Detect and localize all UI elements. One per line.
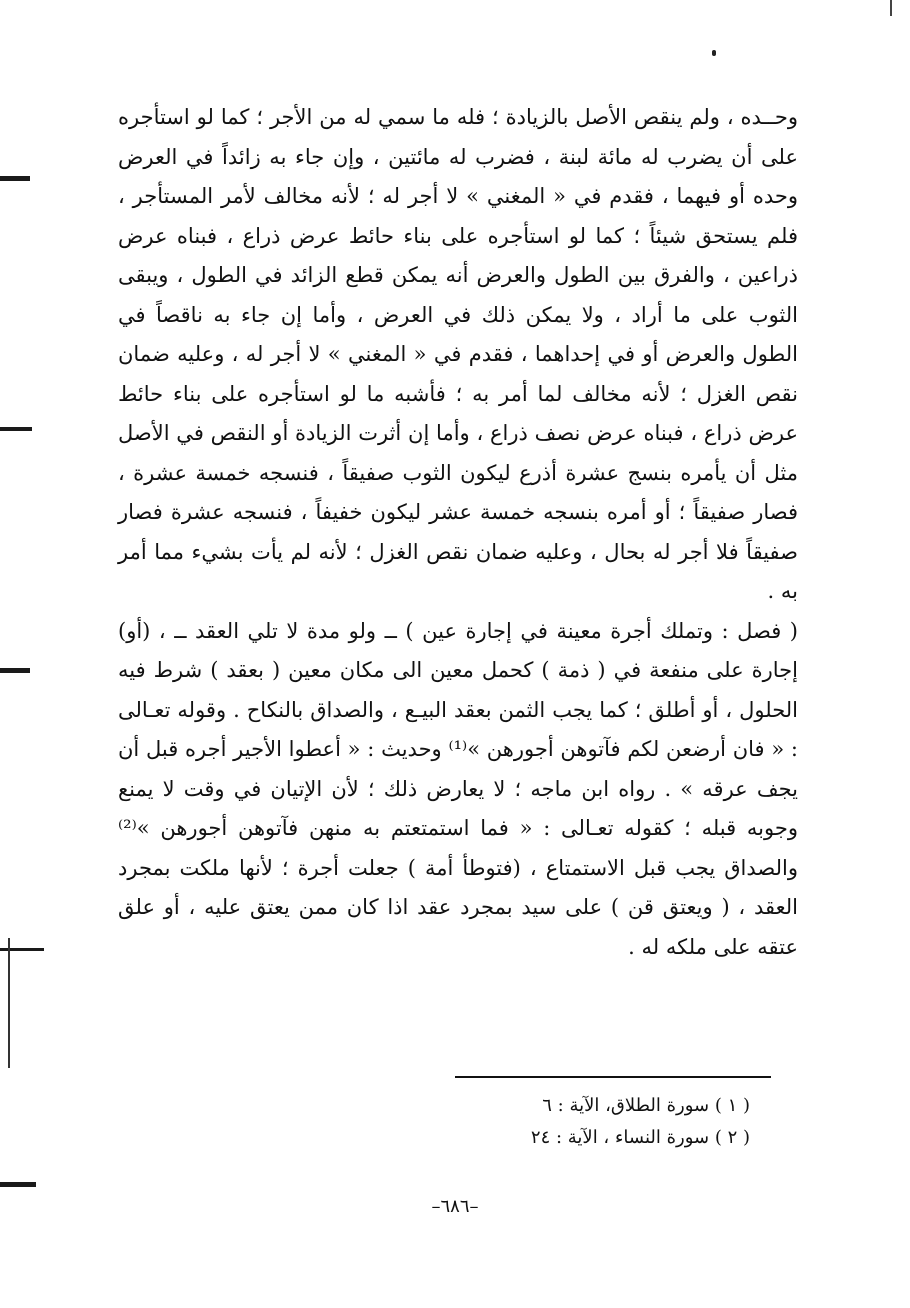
footnotes: [350, 1090, 750, 1154]
footnote: ( ٢ ) سورة النساء ، الآية : ٢٤: [530, 1127, 750, 1148]
binding-mark: [0, 427, 32, 431]
footnote: ( ١ ) سورة الطلاق، الآية : ٦: [542, 1095, 750, 1116]
main-text: [118, 98, 798, 967]
binding-mark: [0, 176, 30, 181]
margin-rule: [8, 938, 10, 1068]
ink-dot: [712, 50, 716, 56]
paragraph: ( فصل : وتملك أجرة معينة في إجارة عين ) ــ ولو مدة لا تلي العقد ــ ، (أو) إجارة على منفعة في ( ذمة ) كحمل معين الى مكان معين ( بعقد ) شرط فيه الحلول ، أو أطلق ؛ كما يجب الثمن بعقد البيـع ، والصداق بالنكاح . وقوله تعـالى : « فان أرضعن لكم فآتوهن أجورهن »⁽¹⁾ وحديث : « أعطوا الأجير أجره قبل أن يجف عرقه » . رواه ابن ماجه ؛ لا يعارض ذلك ؛ لأن الإتيان في وقت لا يمنع وجوبه قبله ؛ كقوله تعـالى : « فما استمتعتم به منهن فآتوهن أجورهن »⁽²⁾ والصداق يجب قبل الاستمتاع ، (فتوطأ أمة ) جعلت أجرة ؛ لأنها ملكت بمجرد العقد ، ( ويعتق قن ) على سيد بمجرد عقد اذا كان ممن يعتق عليه ، أو علق عتقه على ملكه له .: [118, 618, 799, 959]
binding-mark: [0, 1182, 36, 1187]
paragraph: وحــده ، ولم ينقص الأصل بالزيادة ؛ فله ما سمي له من الأجر ؛ كما لو استأجره على أن يضرب له مائة لبنة ، فضرب له مائتين ، وإن جاء به زائداً في العرض وحده أو فيهما ، فقدم في « المغني » لا أجر له ؛ لأنه مخالف لأمر المستأجر ، فلم يستحق شيئاً ؛ كما لو استأجره على بناء حائط عرض ذراع ، فبناه عرض ذراعين ، والفرق بين الطول والعرض أنه يمكن قطع الزائد في الطول ، ويبقى الثوب على ما أراد ، ولا يمكن ذلك في العرض ، وأما إن جاء به ناقصاً في الطول والعرض أو في إحداهما ، فقدم في « المغني » لا أجر له ، وعليه ضمان نقص الغزل ؛ لأنه مخالف لما أمر به ؛ فأشبه ما لو استأجره على بناء حائط عرض ذراع ، فبناه عرض نصف ذراع ، وأما إن أثرت الزيادة أو النقص في الأصل مثل أن يأمره بنسج عشرة أذرع ليكون الثوب صفيقاً ، فنسجه خمسة عشرة ، فصار صفيقاً ؛ أو أمره بنسجه خمسة عشر ليكون خفيفاً ، فنسجه عشرة فصار صفيقاً فلا أجر له بحال ، وعليه ضمان نقص الغزل ؛ لأنه لم يأت بشيء مما أمر به .: [118, 105, 798, 603]
scan-edge-mark-top: [890, 0, 892, 16]
binding-mark: [0, 668, 30, 673]
page-number: –٦٨٦–: [431, 1196, 479, 1217]
binding-mark: [0, 948, 44, 951]
footnote-separator: [455, 1076, 771, 1078]
